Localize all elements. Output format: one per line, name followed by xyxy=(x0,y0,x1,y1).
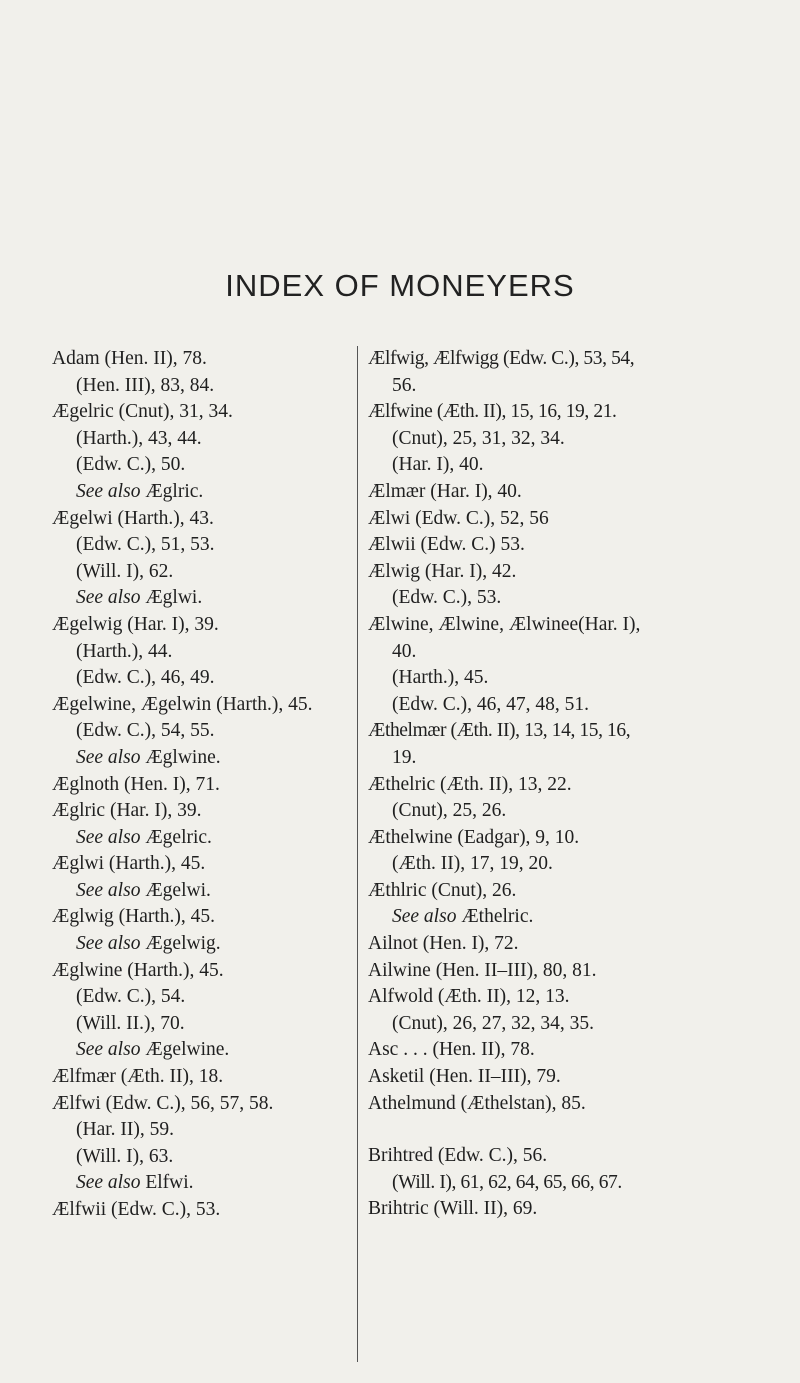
see-also-label: See also xyxy=(76,1039,141,1061)
index-entry: Æglric (Har. I), 39. xyxy=(52,800,202,822)
index-entry: Æglwi (Harth.), 45. xyxy=(52,853,206,875)
index-entry: Æthelwine (Eadgar), 9, 10. xyxy=(368,826,580,848)
index-entry: Æglwig (Harth.), 45. xyxy=(52,906,216,928)
see-also-reference: Æglwi. xyxy=(145,587,203,609)
index-subentry: 40. xyxy=(392,640,417,662)
index-entry: Ægelwig (Har. I), 39. xyxy=(52,613,219,635)
index-entry: Ælmær (Har. I), 40. xyxy=(368,480,522,502)
index-entry: Brihtric (Will. II), 69. xyxy=(368,1198,538,1220)
index-subentry: (Har. I), 40. xyxy=(392,454,484,476)
index-subentry: (Harth.), 45. xyxy=(392,667,489,689)
see-also-entry xyxy=(368,904,760,931)
index-column-left xyxy=(52,346,352,1224)
index-entry: Athelmund (Æthelstan), 85. xyxy=(368,1092,586,1114)
see-also-label: See also xyxy=(76,480,141,502)
see-also-reference: Ægelwig. xyxy=(145,933,221,955)
see-also-entry xyxy=(52,585,352,612)
index-entry: Ælwi (Edw. C.), 52, 56 xyxy=(368,507,549,529)
index-subentry: (Edw. C.), 46, 49. xyxy=(76,667,215,689)
index-subentry: (Edw. C.), 51, 53. xyxy=(76,534,215,556)
index-column-right xyxy=(368,346,760,1223)
index-entry: Ælwii (Edw. C.) 53. xyxy=(368,534,525,556)
see-also-entry xyxy=(52,931,352,958)
index-subentry: (Edw. C.), 54. xyxy=(76,986,186,1008)
index-entry: Asketil (Hen. II–III), 79. xyxy=(368,1066,561,1088)
see-also-label: See also xyxy=(392,906,457,928)
see-also-entry xyxy=(52,1170,352,1197)
index-subentry: (Will. I), 61, 62, 64, 65, 66, 67. xyxy=(392,1171,622,1193)
index-subentry: 19. xyxy=(392,746,417,768)
index-subentry: (Will. I), 62. xyxy=(76,560,174,582)
see-also-label: See also xyxy=(76,587,141,609)
index-entry: Ælfwi (Edw. C.), 56, 57, 58. xyxy=(52,1092,274,1114)
column-divider xyxy=(357,346,358,1362)
see-also-entry xyxy=(52,878,352,905)
index-entry: Ælfwig, Ælfwigg (Edw. C.), 53, 54, xyxy=(368,348,635,369)
index-subentry: (Æth. II), 17, 19, 20. xyxy=(392,853,553,875)
index-entry: Æthlric (Cnut), 26. xyxy=(368,879,517,901)
index-entry: Æglnoth (Hen. I), 71. xyxy=(52,773,220,795)
index-entry: Æthelmær (Æth. II), 13, 14, 15, 16, xyxy=(368,720,631,742)
index-entry: Ælfmær (Æth. II), 18. xyxy=(52,1066,224,1088)
see-also-entry xyxy=(52,1037,352,1064)
index-subentry: (Will. I), 63. xyxy=(76,1145,174,1167)
index-entry: Alfwold (Æth. II), 12, 13. xyxy=(368,986,570,1008)
index-subentry: (Will. II.), 70. xyxy=(76,1012,185,1034)
see-also-reference: Elfwi. xyxy=(145,1172,194,1194)
index-entry: Æthelric (Æth. II), 13, 22. xyxy=(368,773,572,795)
index-entry: Ailnot (Hen. I), 72. xyxy=(368,933,519,955)
see-also-reference: Æglric. xyxy=(145,480,204,502)
index-entry: Ælfwine (Æth. II), 15, 16, 19, 21. xyxy=(368,401,617,423)
index-subentry: (Edw. C.), 50. xyxy=(76,454,186,476)
index-entry: Brihtred (Edw. C.), 56. xyxy=(368,1145,548,1167)
see-also-reference: Ægelwi. xyxy=(145,879,211,901)
index-subentry: (Edw. C.), 53. xyxy=(392,587,502,609)
index-entry: Ægelwine, Ægelwin (Harth.), 45. xyxy=(52,693,313,715)
index-entry: Adam (Hen. II), 78. xyxy=(52,348,207,369)
index-subentry: (Cnut), 25, 26. xyxy=(392,800,507,822)
see-also-label: See also xyxy=(76,933,141,955)
see-also-reference: Æthelric. xyxy=(461,906,534,928)
see-also-label: See also xyxy=(76,826,141,848)
index-subentry: (Harth.), 44. xyxy=(76,640,173,662)
index-entry: Ælwig (Har. I), 42. xyxy=(368,560,517,582)
index-subentry: (Hen. III), 83, 84. xyxy=(76,374,215,396)
page-title: INDEX OF MONEYERS xyxy=(225,268,575,303)
see-also-reference: Ægelwine. xyxy=(145,1039,230,1061)
see-also-entry xyxy=(52,825,352,852)
see-also-reference: Ægelric. xyxy=(145,826,212,848)
index-entry: Ælfwii (Edw. C.), 53. xyxy=(52,1199,221,1220)
index-entry: Ægelric (Cnut), 31, 34. xyxy=(52,401,233,423)
index-subentry: 56. xyxy=(392,374,417,396)
index-subentry: (Harth.), 43, 44. xyxy=(76,427,202,449)
see-also-label: See also xyxy=(76,1172,141,1194)
see-also-entry xyxy=(52,745,352,772)
index-subentry: (Edw. C.), 46, 47, 48, 51. xyxy=(392,693,589,715)
see-also-reference: Æglwine. xyxy=(145,746,221,768)
see-also-label: See also xyxy=(76,879,141,901)
index-entry: Asc . . . (Hen. II), 78. xyxy=(368,1039,535,1061)
index-subentry: (Har. II), 59. xyxy=(76,1119,175,1141)
index-subentry: (Cnut), 25, 31, 32, 34. xyxy=(392,427,565,449)
index-entry: Ailwine (Hen. II–III), 80, 81. xyxy=(368,959,597,981)
see-also-label: See also xyxy=(76,746,141,768)
index-entry: Ægelwi (Harth.), 43. xyxy=(52,507,214,529)
index-subentry: (Edw. C.), 54, 55. xyxy=(76,720,215,742)
see-also-entry xyxy=(52,479,352,506)
index-entry: Æglwine (Harth.), 45. xyxy=(52,959,224,981)
index-entry: Ælwine, Ælwine, Ælwinee(Har. I), xyxy=(368,613,641,635)
index-subentry: (Cnut), 26, 27, 32, 34, 35. xyxy=(392,1012,595,1034)
